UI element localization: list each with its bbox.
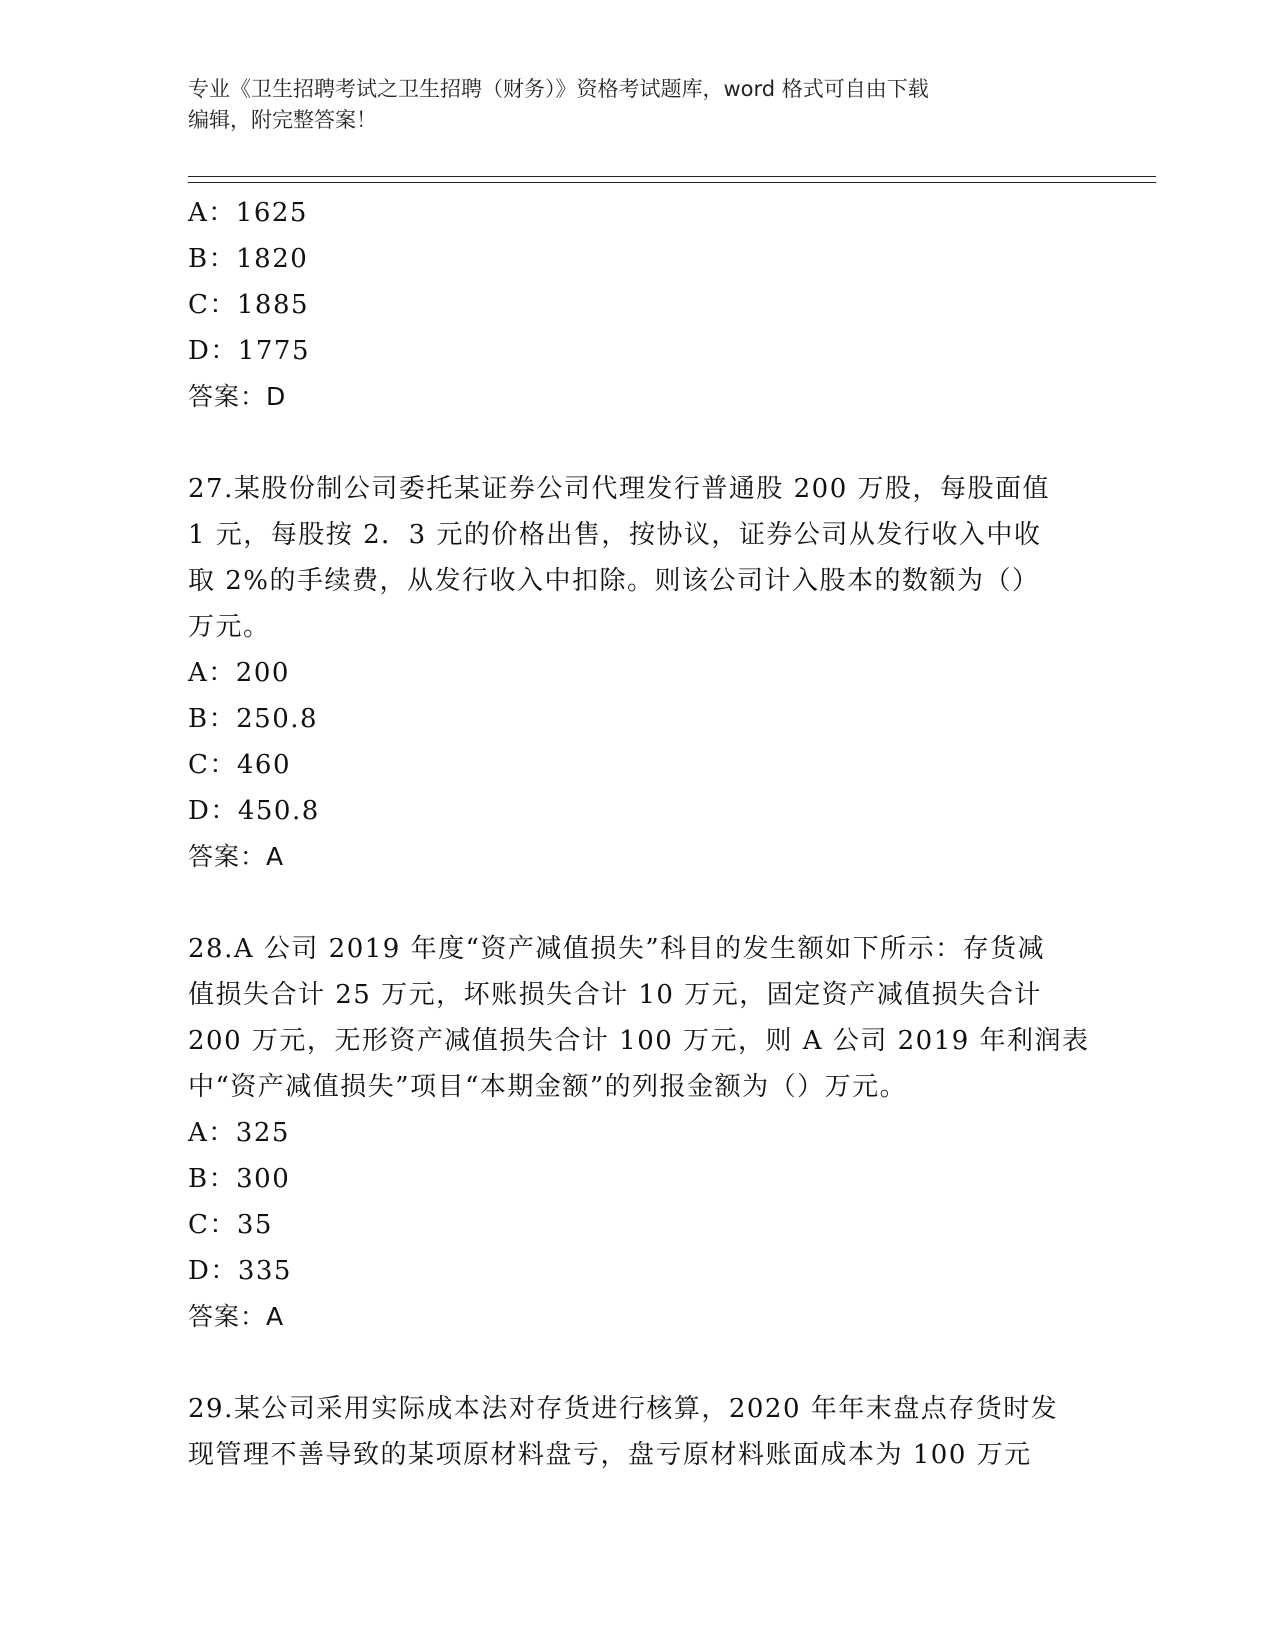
option-b: B：250.8 [188,704,319,734]
option-d: D：335 [188,1256,292,1286]
question-text-line: 值损失合计 25 万元，坏账损失合计 10 万元，固定资产减值损失合计 [188,980,1042,1010]
header-rule-top [188,176,1156,177]
option-a: A：200 [188,658,290,688]
question-text-line: 28.A 公司 2019 年度“资产减值损失”科目的发生额如下所示：存货减 [188,934,1046,964]
question-text-line: 29.某公司采用实际成本法对存货进行核算，2020 年年末盘点存货时发 [188,1394,1059,1424]
header-rule-bottom [188,182,1156,183]
option-d: D：450.8 [188,796,320,826]
answer: 答案：A [188,1302,285,1331]
option-a: A：1625 [188,198,308,228]
question-text-line: 1 元，每股按 2．3 元的价格出售，按协议，证券公司从发行收入中收 [188,520,1042,550]
question-text-line: 万元。 [188,612,271,642]
option-b: B：300 [188,1164,291,1194]
question-28 [188,926,1088,1340]
document-body [188,190,1088,1478]
question-text-line: 现管理不善导致的某项原材料盘亏，盘亏原材料账面成本为 100 万元 [188,1440,1032,1470]
header-line-1: 专业《卫生招聘考试之卫生招聘（财务）》资格考试题库，word 格式可自由下载 [188,77,929,101]
answer: 答案：A [188,842,285,871]
question-text-line: 中“资产减值损失”项目“本期金额”的列报金额为（）万元。 [188,1072,908,1102]
question-text-line: 27.某股份制公司委托某证券公司代理发行普通股 200 万股，每股面值 [188,474,1051,504]
option-c: C：35 [188,1210,273,1240]
question-text-line: 取 2%的手续费，从发行收入中扣除。则该公司计入股本的数额为（） [188,566,1040,596]
option-c: C：1885 [188,290,310,320]
question-text-line: 200 万元，无形资产减值损失合计 100 万元，则 A 公司 2019 年利润表 [188,1026,1090,1056]
option-d: D：1775 [188,336,311,366]
option-a: A：325 [188,1118,290,1148]
question-27 [188,466,1088,880]
question-29 [188,1386,1088,1478]
question-26 [188,190,1088,420]
answer: 答案：D [188,382,287,411]
option-b: B：1820 [188,244,309,274]
document-header [188,74,1088,136]
header-line-2: 编辑，附完整答案！ [188,108,377,132]
option-c: C：460 [188,750,292,780]
